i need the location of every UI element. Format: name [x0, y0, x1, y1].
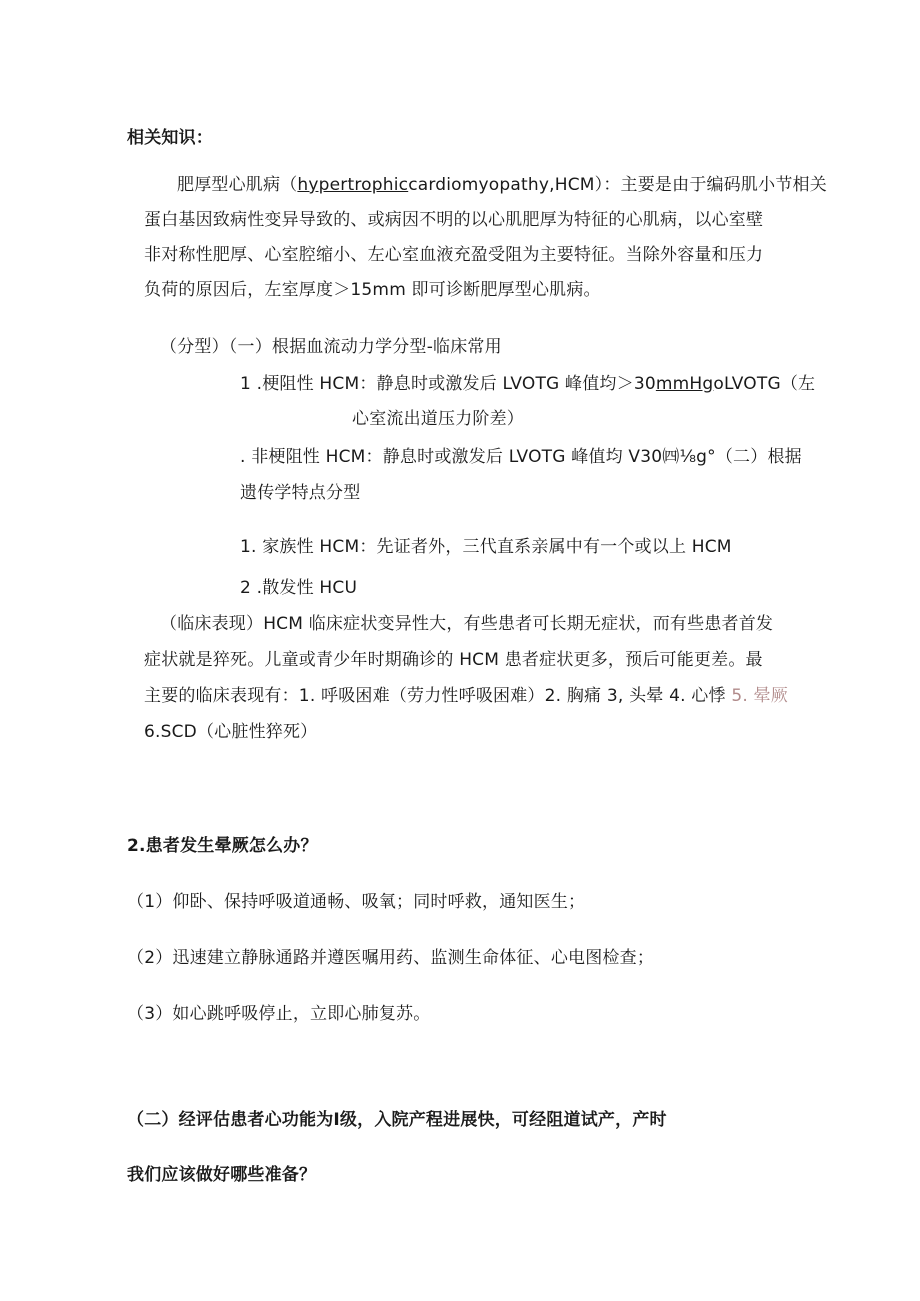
q2-title: 2.患者发生晕厥怎么办？ [127, 836, 318, 856]
intro-line-3: 非对称性肥厚、心室腔缩小、左心室血液充盈受阻为主要特征。当除外容量和压力 [144, 245, 764, 265]
classification-item-2-line-2: 遗传学特点分型 [240, 483, 361, 503]
classification-item-1-cont: 心室流出道压力阶差） [352, 409, 524, 429]
part2-line-1: （二）经评估患者心功能为Ⅰ级，入院产程进展快，可经阻道试产，产时 [127, 1110, 667, 1130]
item1-unit: mmHg [655, 374, 714, 394]
intro-line-2: 蛋白基因致病性变异导致的、或病因不明的以心肌肥厚为特征的心肌病，以心室壁 [144, 210, 764, 230]
genetic-item-1: 1. 家族性 HCM：先证者外，三代直系亲属中有一个或以上 HCM [240, 537, 732, 557]
intro-term: hypertrophic [297, 175, 409, 195]
item1-post: oLVOTG（左 [713, 374, 816, 394]
clinical-line-1: （临床表现）HCM 临床症状变异性大，有些患者可长期无症状，而有些患者首发 [160, 614, 774, 634]
part2-line-2: 我们应该做好哪些准备？ [127, 1165, 317, 1185]
section-title: 相关知识： [127, 128, 213, 148]
clinical-line-2: 症状就是猝死。儿童或青少年时期确诊的 HCM 患者症状更多，预后可能更差。最 [144, 650, 763, 670]
q2-step-1: （1）仰卧、保持呼吸道通畅、吸氧；同时呼救，通知医生； [127, 892, 586, 912]
intro-line-4: 负荷的原因后，左室厚度＞15mm 即可诊断肥厚型心肌病。 [144, 280, 601, 300]
clinical-line-4: 6.SCD（心脏性猝死） [144, 722, 318, 742]
classification-item-1 [240, 372, 815, 396]
classification-item-2-line-1: . 非梗阻性 HCM：静息时或激发后 LVOTG 峰值均 V30㈣⅛g°（二）根据 [240, 447, 802, 467]
q2-step-2: （2）迅速建立静脉通路并遵医嘱用药、监测生命体征、心电图检查； [127, 948, 655, 968]
intro-line-1 [177, 173, 827, 197]
item1-pre: 1 .梗阻性 HCM：静息时或激发后 LVOTG 峰值均＞30 [240, 374, 656, 394]
clinical-syncope: 5. 晕厥 [731, 686, 788, 706]
classification-heading: （分型）（一）根据血流动力学分型-临床常用 [160, 337, 502, 357]
clinical-line-3-pre: 主要的临床表现有：1. 呼吸困难（劳力性呼吸困难）2. 胸痛 3, 头晕 4. 心悸 [144, 686, 732, 706]
intro-line-1-post: cardiomyopathy,HCM）：主要是由于编码肌小节相关 [408, 175, 827, 195]
genetic-item-2: 2 .散发性 HCU [240, 578, 358, 598]
clinical-line-3 [144, 684, 788, 708]
q2-step-3: （3）如心跳呼吸停止，立即心肺复苏。 [127, 1004, 431, 1024]
intro-line-1-pre: 肥厚型心肌病（ [177, 175, 298, 195]
